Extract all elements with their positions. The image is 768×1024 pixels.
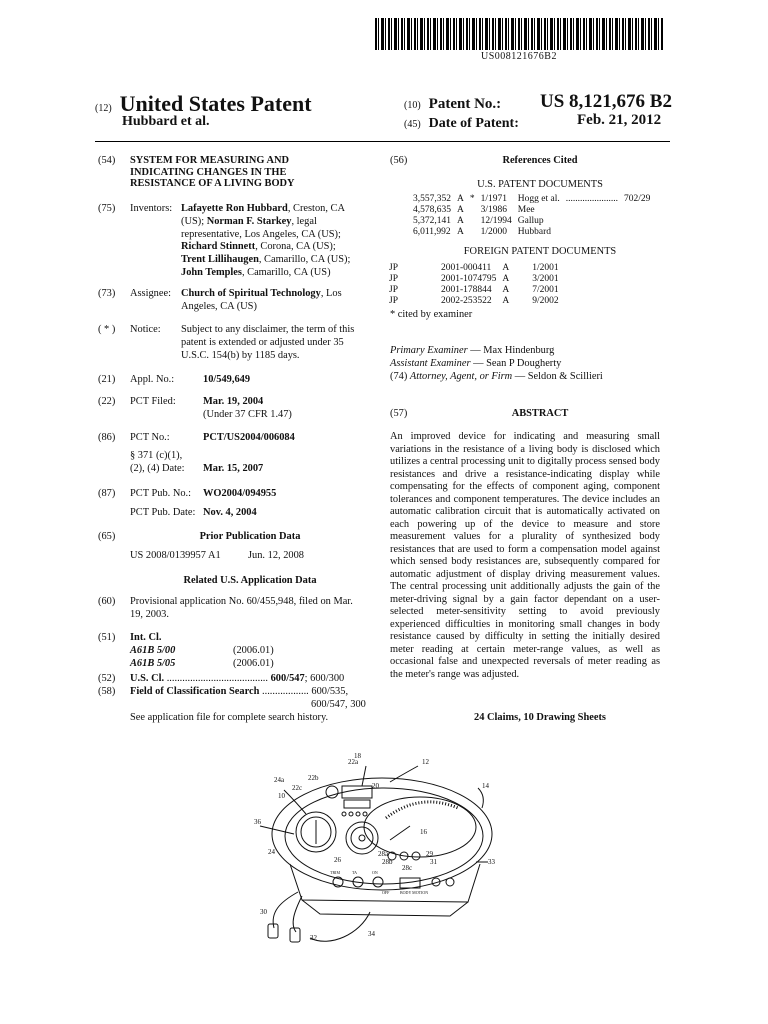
leader-dots: .................. — [262, 686, 309, 697]
figure-ref-label: 34 — [368, 930, 375, 938]
inid-22: (22) — [98, 396, 116, 407]
pub-date: Nov. 4, 2004 — [203, 507, 257, 518]
foreign-heading: FOREIGN PATENT DOCUMENTS — [463, 246, 617, 257]
inventor-loc: , Camarillo, CA (US); — [258, 254, 351, 266]
inventor-loc: (US); — [181, 215, 207, 227]
us-ref-cell: 5,372,141 — [413, 216, 451, 226]
inid-51: (51) — [98, 632, 116, 643]
s371-line: § 371 (c)(1), — [130, 450, 183, 461]
prior-pub-date: Jun. 12, 2008 — [248, 550, 304, 561]
assistant-label: Assistant Examiner — [390, 358, 471, 369]
assignee-name: Church of Spiritual Technology — [181, 288, 321, 299]
foreign-ref-cell: JP — [389, 263, 398, 273]
assistant-name: — Sean P Dougherty — [470, 358, 562, 369]
us-ref-cell: 3,557,352 — [413, 194, 451, 204]
s371 — [130, 450, 185, 476]
inid-87: (87) — [98, 488, 116, 499]
leader-dots: ....................................... — [166, 673, 268, 684]
us-ref-cell: 1/1971 — [480, 194, 508, 204]
inventors-label: Inventors: — [130, 203, 173, 214]
us-ref-cell: A — [457, 227, 464, 237]
foreign-ref-cell: 2001-000411 — [440, 263, 492, 273]
assistant-examiner — [390, 358, 561, 371]
inventor-name: Lafayette Ron Hubbard — [181, 203, 288, 214]
intcl-ver: (2006.01) — [233, 645, 274, 656]
us-ref-cell: 12/1994 — [480, 216, 512, 226]
patent-number: US 8,121,676 B2 — [540, 91, 672, 112]
field-value: 600/535, — [311, 686, 349, 697]
inventor-loc: , Camarillo, CA (US) — [241, 266, 331, 278]
date-row — [404, 114, 519, 132]
assignee-loc: Angeles, CA (US) — [181, 300, 257, 312]
us-ref-cell — [621, 205, 653, 216]
intcl-label: Int. Cl. — [130, 632, 162, 643]
inid-56: (56) — [390, 155, 408, 166]
figure-ref-label: 16 — [420, 828, 427, 836]
provisional-line: 19, 2003. — [130, 608, 169, 620]
inid-58: (58) — [98, 686, 116, 697]
inid-code: (12) — [95, 103, 112, 114]
notice-text — [181, 324, 371, 362]
primary-label: Primary Examiner — [390, 345, 468, 356]
figure-ref-label: 20 — [372, 782, 379, 790]
primary-examiner — [390, 345, 554, 358]
inid-75: (75) — [98, 203, 116, 214]
panel-label: TRIM — [330, 870, 340, 875]
foreign-ref-cell: 9/2002 — [532, 296, 559, 306]
us-docs-table — [410, 194, 653, 238]
pct-filed — [203, 396, 292, 422]
foreign-ref-cell: JP — [389, 274, 398, 284]
inid-52: (52) — [98, 673, 116, 684]
title-line: SYSTEM FOR MEASURING AND — [130, 155, 290, 166]
figure-ref-label: 22a — [348, 758, 359, 766]
assignee-loc: , Los — [320, 288, 342, 299]
field-label: Field of Classification Search — [130, 686, 260, 697]
title-line: RESISTANCE OF A LIVING BODY — [130, 178, 295, 189]
us-ref-row — [410, 205, 653, 216]
us-ref-cell: Hubbard — [517, 227, 552, 237]
notice-line: U.S.C. 154(b) by 1185 days. — [181, 349, 300, 361]
inid-86: (86) — [98, 432, 116, 443]
appl-label: Appl. No.: — [130, 374, 175, 385]
us-ref-cell — [467, 216, 478, 227]
foreign-ref-cell: A — [502, 274, 510, 284]
pct-no-label: PCT No.: — [130, 432, 170, 443]
patent-no-label: Patent No.: — [428, 96, 502, 112]
uscl-main: 600/547 — [270, 673, 305, 684]
us-ref-cell — [621, 227, 653, 238]
prior-pub-heading: Prior Publication Data — [199, 531, 301, 542]
foreign-ref-row — [386, 274, 562, 285]
pub-date-label: PCT Pub. Date: — [130, 507, 196, 518]
us-ref-cell: 4,578,635 — [413, 205, 451, 215]
inventor-loc: , Corona, CA (US); — [255, 241, 336, 253]
s371-date: Mar. 15, 2007 — [203, 463, 264, 474]
patent-number-row — [404, 95, 501, 113]
figure-ref-label: 12 — [422, 758, 429, 766]
inventor-name: John Temples — [181, 266, 242, 278]
us-ref-row — [410, 227, 653, 238]
intcl-code: A61B 5/00 — [130, 645, 176, 656]
foreign-ref-cell: 2002-253522 — [440, 296, 492, 306]
figure-ref-label: 28a — [378, 850, 389, 858]
cited-by-examiner: * cited by examiner — [390, 309, 473, 320]
pct-filed-note: (Under 37 CFR 1.47) — [203, 408, 292, 420]
figure-ref-label: 18 — [354, 752, 361, 760]
attorney-label: Attorney, Agent, or Firm — [409, 371, 513, 382]
foreign-ref-cell: 3/2001 — [532, 274, 559, 284]
us-ref-cell: Gallup — [517, 216, 544, 226]
refs-heading: References Cited — [502, 155, 578, 166]
us-ref-cell: A — [457, 205, 464, 215]
pct-no: PCT/US2004/006084 — [203, 432, 295, 443]
meter-window — [364, 797, 476, 857]
inventors-short: Hubbard et al. — [122, 114, 210, 129]
inventor-loc: , legal — [291, 215, 317, 227]
inid-54: (54) — [98, 155, 116, 166]
inventor-name: Richard Stinnett — [181, 241, 256, 253]
device-drawing — [250, 752, 520, 952]
us-ref-cell: 702/29 — [623, 194, 651, 204]
foreign-ref-cell: A — [502, 263, 510, 273]
field-value-2: 600/547, 300 — [311, 699, 366, 710]
us-ref-cell — [563, 227, 621, 238]
us-ref-cell: 3/1986 — [480, 205, 508, 215]
inid-60: (60) — [98, 596, 116, 607]
foreign-ref-cell: JP — [389, 296, 398, 306]
panel-label: ON — [372, 870, 378, 875]
us-ref-cell: * — [469, 194, 475, 204]
figure-ref-label: 29 — [426, 850, 433, 858]
us-ref-cell — [563, 205, 621, 216]
inventor-loc: , Creston, CA — [287, 203, 345, 214]
foreign-ref-cell: 1/2001 — [532, 263, 559, 273]
pub-no: WO2004/094955 — [203, 488, 277, 499]
notice-line: Subject to any disclaimer, the term of this — [181, 324, 355, 335]
foreign-ref-cell: A — [502, 296, 510, 306]
us-cl — [130, 673, 344, 686]
notice-label: Notice: — [130, 324, 161, 335]
inid-74: (74) — [390, 371, 408, 382]
inid-code: (10) — [404, 100, 421, 111]
field-search — [130, 686, 348, 699]
figure-ref-label: 22b — [308, 774, 319, 782]
date-label: Date of Patent: — [428, 116, 519, 131]
figure-ref-label: 14 — [482, 782, 489, 790]
assignee-label: Assignee: — [130, 288, 171, 299]
foreign-ref-cell: JP — [389, 285, 398, 295]
foreign-table — [386, 263, 562, 307]
panel-label: BODY MOTION — [400, 890, 429, 895]
us-ref-cell: ...................... — [565, 194, 618, 204]
figure-ref-label: 24 — [268, 848, 275, 856]
inid-73: (73) — [98, 288, 116, 299]
figure-ref-label: 26 — [334, 856, 341, 864]
barcode — [375, 18, 663, 50]
us-docs-heading: U.S. PATENT DOCUMENTS — [477, 179, 603, 190]
foreign-ref-cell: 7/2001 — [532, 285, 559, 295]
figure-ref-label: 24a — [274, 776, 285, 784]
figure-ref-label: 28b — [382, 858, 393, 866]
appl-no: 10/549,649 — [203, 374, 251, 385]
panel-label: OFF — [382, 890, 390, 895]
uscl-label: U.S. Cl. — [130, 673, 165, 684]
panel-label: TA — [352, 870, 358, 875]
us-ref-cell: Hogg et al. — [517, 194, 560, 204]
us-ref-cell — [621, 216, 653, 227]
title-line: INDICATING CHANGES IN THE — [130, 166, 287, 178]
patent-type: United States Patent — [119, 91, 312, 116]
attorney — [390, 371, 603, 384]
inid-21: (21) — [98, 374, 116, 385]
abstract-text: An improved device for indicating and measuring small variations in the resistance of a living body is disclosed which utilizes a central processing unit to digitally process sensed body resistances and drive a resistance-indicating display while compensating for the effects of component aging, component tolerances and component temperatures. The device includes an automatic calibration circuit that is automatically activated on each powering up of the device to measure and store measurement values for a plurality of synthesized body resistances that are used to form a compensation model against which sensed body resistances are, subsequently compared for automatic adjustment of display driving measurement values. The central processing unit additionally adjusts the gain of the meter-driving signal by a gain factor dependant on a user-selected meter-sensitivity setting to avoid previously experienced difficulties in monitoring small changes in body resistance caused by difficulty in setting the initially desired meter reading at certain meter-range values, as well as occasional false and unexpected reversals of meter reading as the meter's range was adjusted. — [390, 431, 660, 680]
pct-filed-date: Mar. 19, 2004 — [203, 396, 264, 407]
inid-57: (57) — [390, 408, 408, 419]
us-ref-cell — [467, 205, 478, 216]
figure-ref-label: 33 — [488, 858, 495, 866]
us-ref-row — [410, 194, 653, 205]
notice-line: patent is extended or adjusted under 35 — [181, 336, 344, 348]
us-ref-row — [410, 216, 653, 227]
provisional — [130, 596, 370, 622]
prior-pub-no: US 2008/0139957 A1 — [130, 550, 221, 561]
inventor-loc: representative, Los Angeles, CA (US); — [181, 228, 341, 240]
inventors-list — [181, 203, 371, 280]
us-ref-cell — [467, 227, 478, 238]
related-heading: Related U.S. Application Data — [183, 575, 317, 586]
abstract-heading: ABSTRACT — [511, 408, 569, 419]
foreign-ref-cell: A — [502, 285, 510, 295]
patent-title — [130, 155, 295, 190]
pct-filed-label: PCT Filed: — [130, 396, 176, 407]
primary-name: — Max Hindenburg — [467, 345, 555, 356]
inid-notice: ( * ) — [98, 324, 116, 335]
intcl-code: A61B 5/05 — [130, 658, 176, 669]
patent-date: Feb. 21, 2012 — [577, 112, 662, 128]
foreign-ref-row — [386, 285, 562, 296]
inventor-name: Trent Lillihaugen — [181, 254, 259, 266]
barcode-number: US008121676B2 — [481, 51, 557, 62]
figure-ref-label: 28c — [402, 864, 413, 872]
foreign-ref-cell: 2001-178844 — [440, 285, 492, 295]
attorney-name: — Seldon & Scillieri — [512, 371, 603, 382]
pub-no-label: PCT Pub. No.: — [130, 488, 192, 499]
device-body-outline — [272, 778, 492, 890]
uscl-more: ; 600/300 — [304, 673, 345, 684]
foreign-ref-row — [386, 263, 562, 274]
foreign-ref-cell: 2001-1074795 — [440, 274, 497, 284]
us-ref-cell: A — [457, 194, 464, 204]
figure-ref-label: 31 — [430, 858, 437, 866]
see-app: See application file for complete search history. — [130, 712, 329, 723]
inid-65: (65) — [98, 531, 116, 542]
provisional-line: Provisional application No. 60/455,948, filed on Mar. — [130, 596, 353, 607]
us-ref-cell: 1/2000 — [480, 227, 508, 237]
claims-count: 24 Claims, 10 Drawing Sheets — [474, 712, 606, 723]
inventor-name: Norman F. Starkey — [206, 215, 292, 227]
s371-line: (2), (4) Date: — [130, 462, 185, 474]
inid-code: (45) — [404, 119, 421, 130]
us-ref-cell: 6,011,992 — [413, 227, 451, 237]
us-ref-cell: A — [457, 216, 464, 226]
us-ref-cell — [563, 216, 621, 227]
figure-ref-label: 22c — [292, 784, 303, 792]
header-rule — [95, 141, 670, 142]
figure-ref-label: 32 — [310, 934, 317, 942]
us-ref-cell: Mee — [517, 205, 535, 215]
figure-ref-label: 30 — [260, 908, 267, 916]
figure-ref-label: 36 — [254, 818, 261, 826]
assignee — [181, 288, 371, 314]
figure-ref-label: 10 — [278, 792, 285, 800]
foreign-ref-row — [386, 296, 562, 307]
intcl-ver: (2006.01) — [233, 658, 274, 669]
